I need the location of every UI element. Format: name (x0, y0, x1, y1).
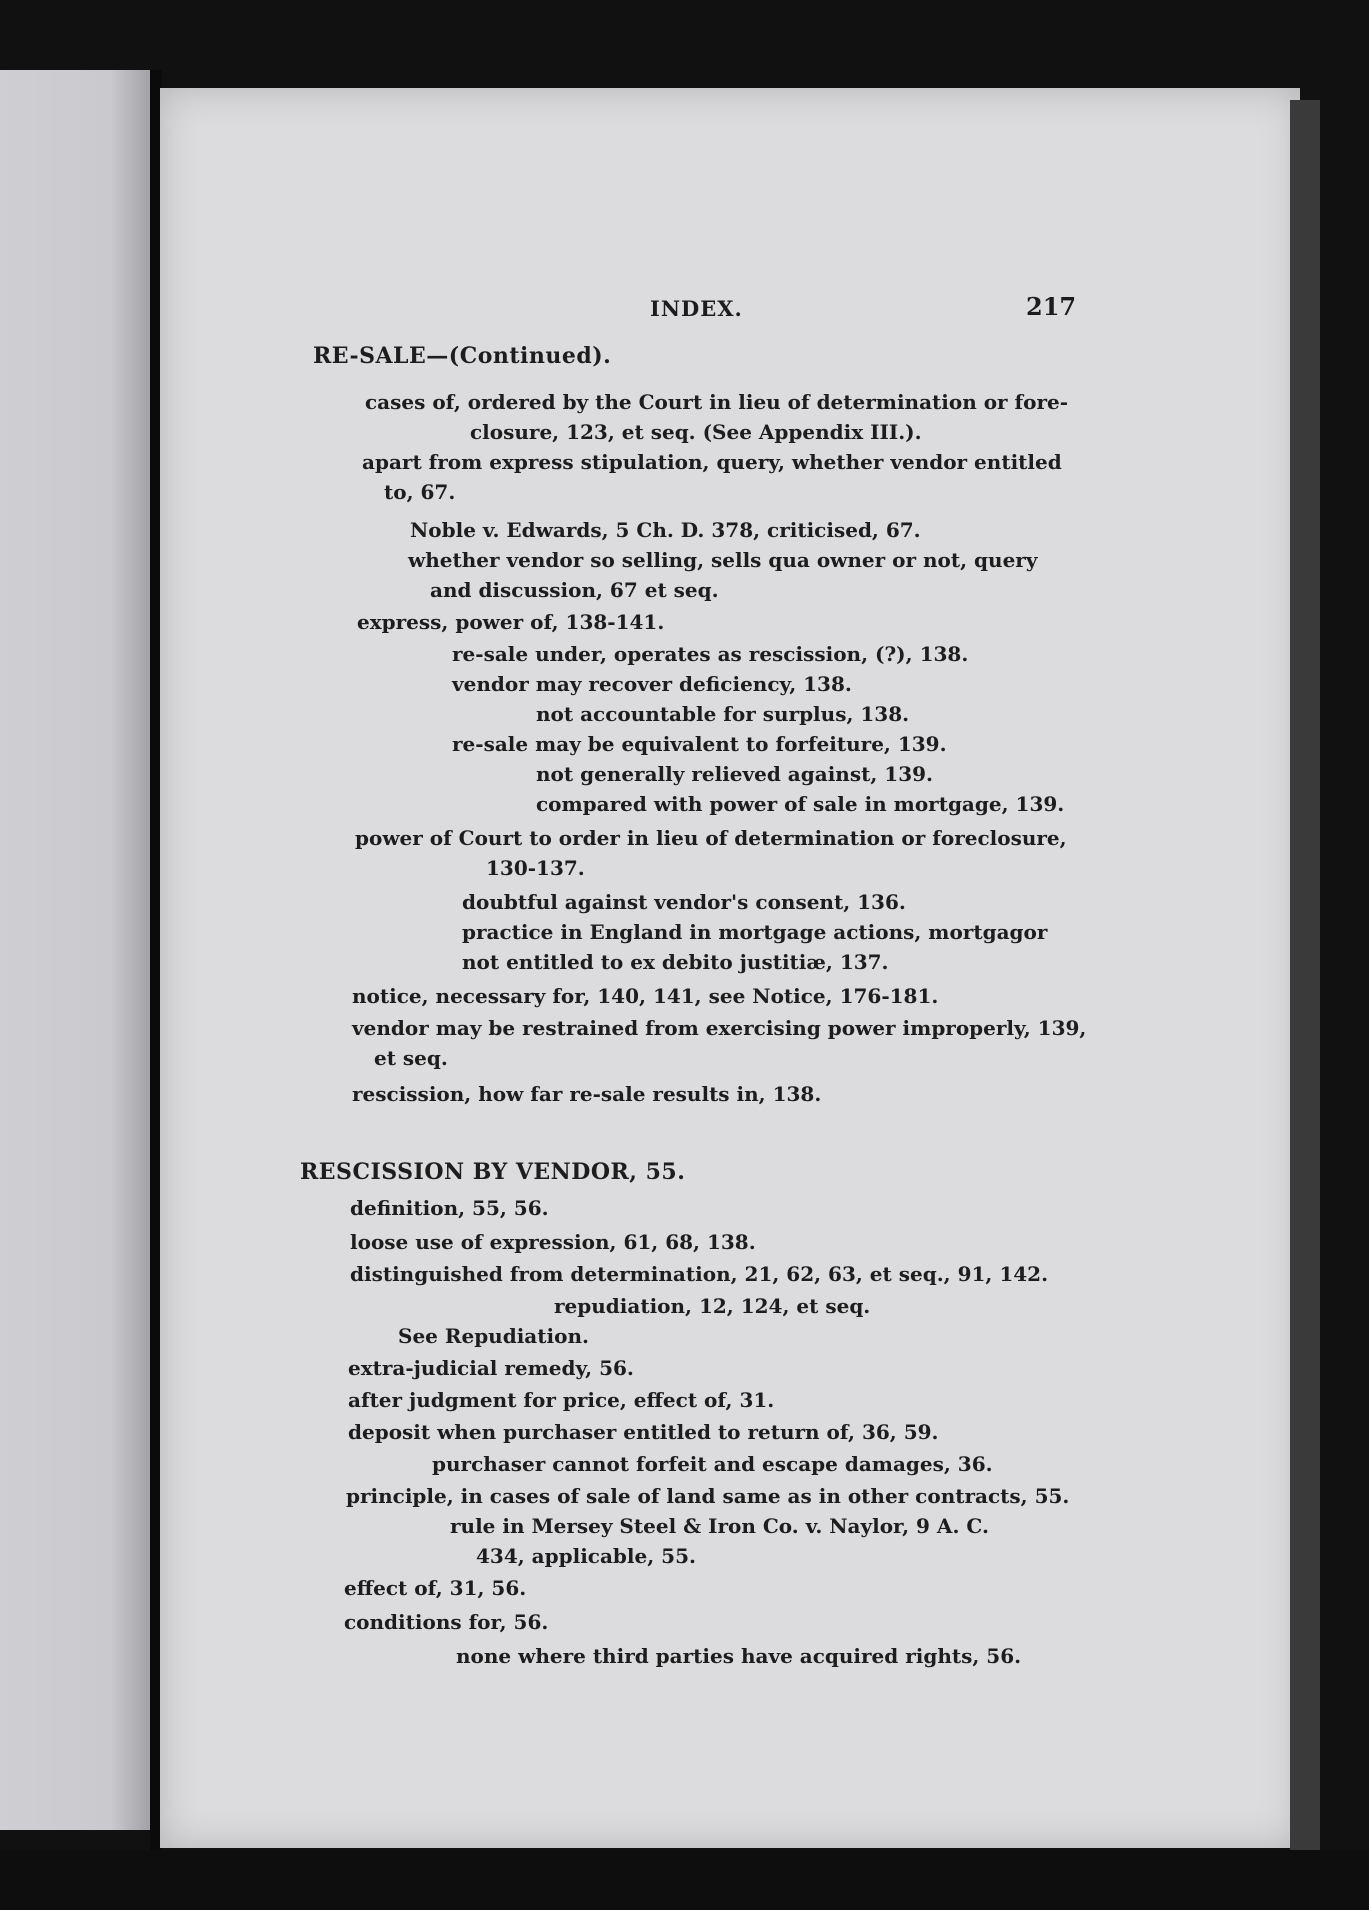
previous-page-edge (0, 70, 158, 1830)
index-line: vendor may be restrained from exercising power improperly, 139, (352, 1016, 1087, 1040)
page-number: 217 (1026, 292, 1077, 321)
index-line: loose use of expression, 61, 68, 138. (350, 1230, 756, 1254)
index-line: express, power of, 138-141. (357, 610, 665, 634)
index-line: 130-137. (486, 856, 585, 880)
index-line: Noble v. Edwards, 5 Ch. D. 378, criticised, 67. (410, 518, 921, 542)
scan-bottom-edge (0, 1850, 1369, 1910)
index-line: not generally relieved against, 139. (536, 762, 933, 786)
index-line: notice, necessary for, 140, 141, see Notice, 176-181. (352, 984, 939, 1008)
index-line: rule in Mersey Steel & Iron Co. v. Naylor, 9 A. C. (450, 1514, 989, 1538)
index-line: effect of, 31, 56. (344, 1576, 527, 1600)
index-line: purchaser cannot forfeit and escape damages, 36. (432, 1452, 993, 1476)
index-line: not accountable for surplus, 138. (536, 702, 910, 726)
index-line: closure, 123, et seq. (See Appendix III.). (470, 420, 922, 444)
index-line: 434, applicable, 55. (476, 1544, 696, 1568)
index-line: definition, 55, 56. (350, 1196, 549, 1220)
index-line: none where third parties have acquired rights, 56. (456, 1644, 1022, 1668)
index-line: compared with power of sale in mortgage, 139. (536, 792, 1065, 816)
index-line: to, 67. (384, 480, 456, 504)
running-head-title: INDEX. (650, 296, 743, 321)
index-line: See Repudiation. (398, 1324, 589, 1348)
index-line: after judgment for price, effect of, 31. (348, 1388, 775, 1412)
index-line: distinguished from determination, 21, 62, 63, et seq., 91, 142. (350, 1262, 1049, 1286)
index-line: re-sale may be equivalent to forfeiture, 139. (452, 732, 947, 756)
index-line: whether vendor so selling, sells qua owner or not, query (408, 548, 1038, 572)
index-entry-heading: RE-SALE—(Continued). (313, 343, 612, 369)
index-entry-heading: RESCISSION BY VENDOR, 55. (300, 1159, 686, 1185)
index-line: repudiation, 12, 124, et seq. (554, 1294, 871, 1318)
index-line: cases of, ordered by the Court in lieu of determination or fore- (365, 390, 1069, 414)
index-line: rescission, how far re-sale results in, 138. (352, 1082, 822, 1106)
index-line: and discussion, 67 et seq. (430, 578, 719, 602)
index-line: et seq. (374, 1046, 448, 1070)
index-line: power of Court to order in lieu of determination or foreclosure, (355, 826, 1067, 850)
index-line: principle, in cases of sale of land same as in other contracts, 55. (346, 1484, 1070, 1508)
index-line: apart from express stipulation, query, whether vendor entitled (362, 450, 1062, 474)
index-line: doubtful against vendor's consent, 136. (462, 890, 906, 914)
index-line: not entitled to ex debito justitiæ, 137. (462, 950, 889, 974)
index-line: conditions for, 56. (344, 1610, 549, 1634)
index-line: vendor may recover deficiency, 138. (452, 672, 852, 696)
index-line: extra-judicial remedy, 56. (348, 1356, 634, 1380)
page-edge-shadow (1290, 100, 1320, 1850)
running-head (0, 290, 1369, 330)
index-line: practice in England in mortgage actions, mortgagor (462, 920, 1048, 944)
index-line: re-sale under, operates as rescission, (?), 138. (452, 642, 969, 666)
index-line: deposit when purchaser entitled to return of, 36, 59. (348, 1420, 939, 1444)
